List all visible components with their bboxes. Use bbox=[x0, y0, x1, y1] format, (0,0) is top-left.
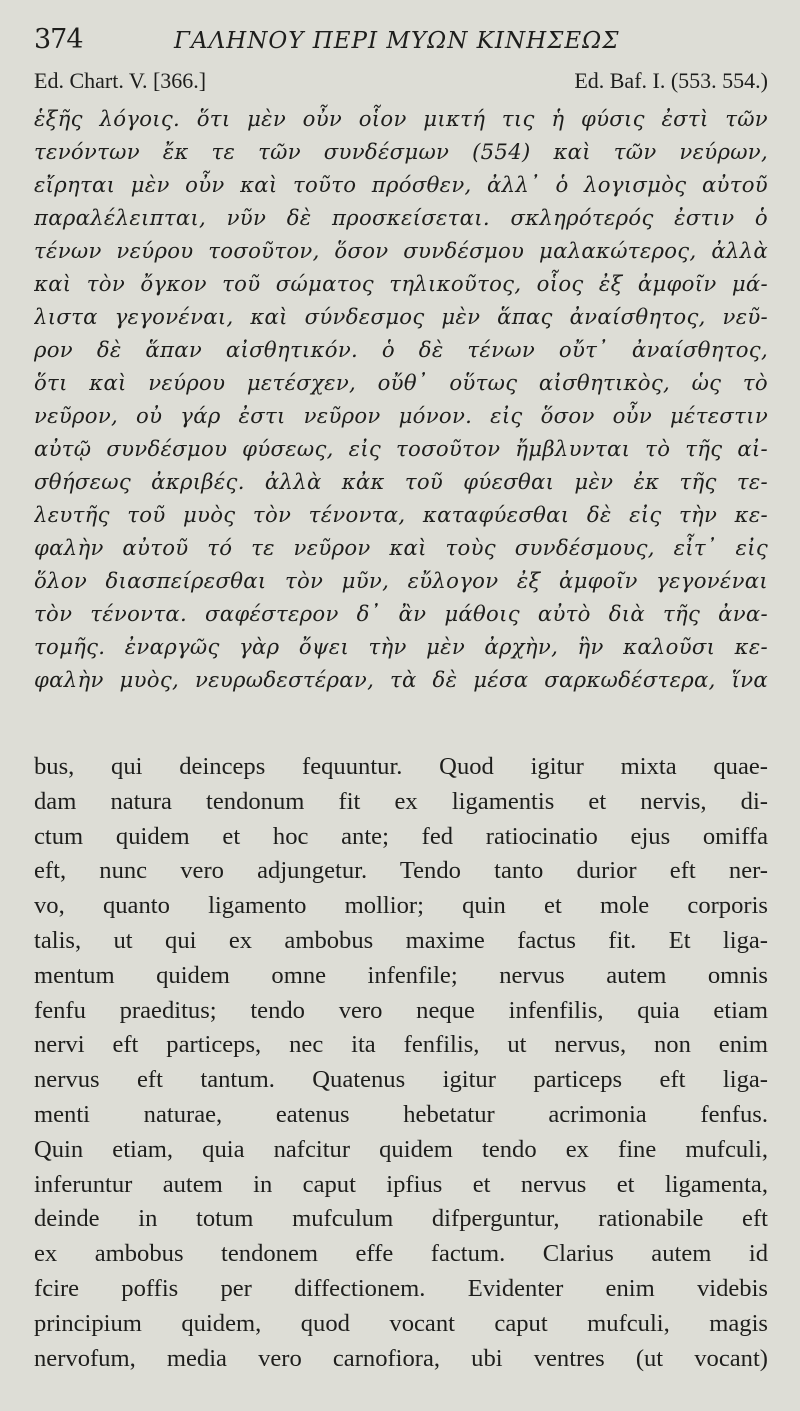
latin-text-line: nervofum, media vero carnofiora, ubi ventres (ut vocant) bbox=[34, 1344, 768, 1372]
latin-text-line: ctum quidem et hoc ante; fed ratiocinatio ejus omiffa bbox=[34, 822, 768, 850]
latin-text-line: inferuntur autem in caput ipfius et nervus et ligamenta, bbox=[34, 1170, 768, 1198]
latin-text-block bbox=[34, 750, 768, 1376]
greek-text-line: λιστα γεγονέναι, καὶ σύνδεσμος μὲν ἅπας ἀναίσθητος, νεῦ- bbox=[34, 304, 768, 329]
greek-text-line: ὅλον διασπείρεσθαι τὸν μῦν, εὔλογον ἐξ ἀμφοῖν γεγονέναι bbox=[34, 568, 768, 593]
latin-text-line: ex ambobus tendonem effe factum. Clarius autem id bbox=[34, 1240, 768, 1268]
greek-text-line: εἴρηται μὲν οὖν καὶ τοῦτο πρόσθεν, ἀλλ᾿ ὁ λογισμὸς αὐτοῦ bbox=[34, 172, 768, 197]
greek-text-block bbox=[34, 102, 768, 696]
greek-text-line: καὶ τὸν ὄγκον τοῦ σώματος τηλικοῦτος, οἷος ἐξ ἀμφοῖν μά- bbox=[34, 271, 768, 296]
edition-basel: Ed. Baf. I. (553. 554.) bbox=[574, 68, 768, 93]
latin-text-line: menti naturae, eatenus hebetatur acrimonia fenfus. bbox=[34, 1100, 768, 1128]
greek-text-line: παραλέλειπται, νῦν δὲ προσκείσεται. σκληρότερός ἐστιν ὁ bbox=[34, 205, 768, 230]
greek-text-line: τένων νεύρου τοσοῦτον, ὅσον συνδέσμου μαλακώτερος, ἀλλὰ bbox=[34, 238, 768, 263]
running-title: ΓΑΛΗΝΟΥ ΠΕΡΙ ΜΥΩΝ ΚΙΝΗΣΕΩΣ bbox=[174, 28, 620, 54]
greek-text-line: φαλὴν αὐτοῦ τό τε νεῦρον καὶ τοὺς συνδέσμους, εἶτ᾿ εἰς bbox=[34, 535, 768, 560]
greek-text-line: φαλὴν μυὸς, νευρωδεστέραν, τὰ δὲ μέσα σαρκωδέστερα, ἵνα bbox=[34, 667, 768, 692]
greek-text-line: νεῦρον, οὐ γάρ ἐστι νεῦρον μόνον. εἰς ὅσον οὖν μέτεστιν bbox=[34, 403, 768, 428]
latin-text-line: dam natura tendonum fit ex ligamentis et nervis, di- bbox=[34, 787, 768, 815]
latin-text-line: mentum quidem omne infenfile; nervus autem omnis bbox=[34, 961, 768, 989]
latin-text-line: eft, nunc vero adjungetur. Tendo tanto durior eft ner- bbox=[34, 857, 768, 885]
latin-text-line: vo, quanto ligamento mollior; quin et mole corporis bbox=[34, 892, 768, 920]
edition-chartier: Ed. Chart. V. [366.] bbox=[34, 68, 207, 93]
latin-text-line: deinde in totum mufculum difperguntur, rationabile eft bbox=[34, 1205, 768, 1233]
greek-text-line: αὐτῷ συνδέσμου φύσεως, εἰς τοσοῦτον ἤμβλυνται τὸ τῆς αἰ- bbox=[34, 436, 768, 461]
greek-text-line: τενόντων ἔκ τε τῶν συνδέσμων (554) καὶ τῶν νεύρων, bbox=[34, 139, 768, 164]
page-header bbox=[34, 24, 768, 62]
latin-text-line: talis, ut qui ex ambobus maxime factus fit. Et liga- bbox=[34, 926, 768, 954]
page-number: 374 bbox=[34, 24, 83, 55]
greek-text-line: ὅτι καὶ νεύρου μετέσχεν, οὔθ᾿ οὕτως αἰσθητικὸς, ὡς τὸ bbox=[34, 370, 768, 395]
latin-text-line: nervi eft particeps, nec ita fenfilis, ut nervus, non enim bbox=[34, 1031, 768, 1059]
latin-text-line: principium quidem, quod vocant caput mufculi, magis bbox=[34, 1309, 768, 1337]
latin-text-line: fcire poffis per diffectionem. Evidenter enim videbis bbox=[34, 1274, 768, 1302]
greek-text-line: τὸν τένοντα. σαφέστερον δ᾿ ἂν μάθοις αὐτὸ διὰ τῆς ἀνα- bbox=[34, 601, 768, 626]
greek-text-line: ἑξῆς λόγοις. ὅτι μὲν οὖν οἷον μικτή τις ἡ φύσις ἐστὶ τῶν bbox=[34, 106, 768, 131]
greek-text-line: ρον δὲ ἅπαν αἰσθητικόν. ὁ δὲ τένων οὔτ᾿ ἀναίσθητος, bbox=[34, 337, 768, 362]
latin-text-line: nervus eft tantum. Quatenus igitur particeps eft liga- bbox=[34, 1066, 768, 1094]
latin-text-line: bus, qui deinceps fequuntur. Quod igitur mixta quae- bbox=[34, 753, 768, 780]
latin-text-line: fenfu praeditus; tendo vero neque infenfilis, quia etiam bbox=[34, 996, 768, 1024]
greek-text-line: τομῆς. ἐναργῶς γὰρ ὄψει τὴν μὲν ἀρχὴν, ἣν καλοῦσι κε- bbox=[34, 634, 768, 659]
greek-text-line: λευτῆς τοῦ μυὸς τὸν τένοντα, καταφύεσθαι δὲ εἰς τὴν κε- bbox=[34, 502, 768, 527]
latin-text-line: Quin etiam, quia nafcitur quidem tendo ex fine mufculi, bbox=[34, 1135, 768, 1163]
greek-text-line: σθήσεως ἀκριβές. ἀλλὰ κἀκ τοῦ φύεσθαι μὲν ἐκ τῆς τε- bbox=[34, 469, 768, 494]
edition-references bbox=[34, 62, 768, 100]
